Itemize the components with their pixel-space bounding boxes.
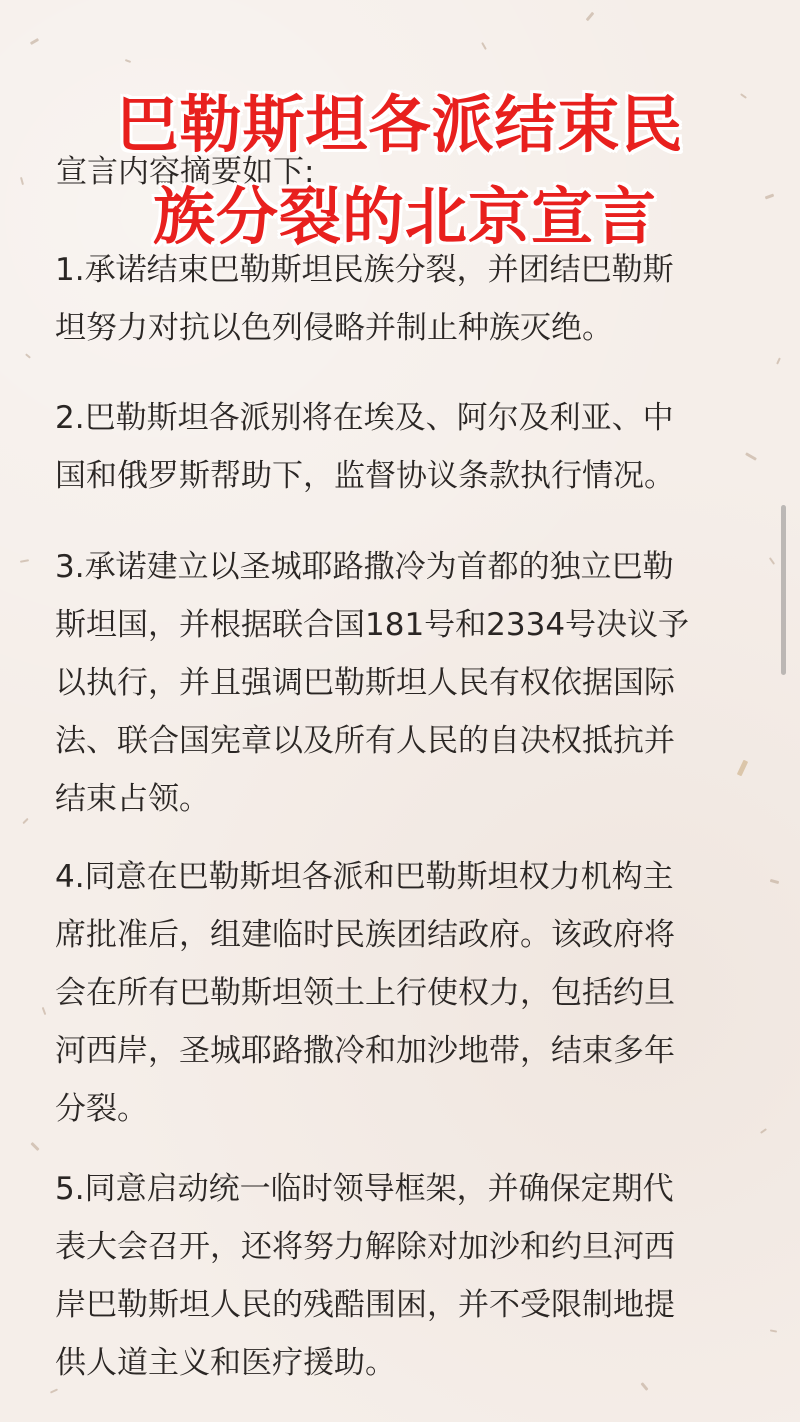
item-line: 席批准后，组建临时民族团结政府。该政府将: [55, 917, 675, 953]
item-line: 以执行，并且强调巴勒斯坦人民有权依据国际: [55, 665, 675, 701]
paper-fleck: [769, 557, 775, 565]
item-line: 3.承诺建立以圣城耶路撒冷为首都的独立巴勒: [55, 549, 674, 585]
item-line: 5.同意启动统一临时领导框架，并确保定期代: [55, 1171, 674, 1207]
item-line: 会在所有巴勒斯坦领土上行使权力，包括约旦: [55, 975, 675, 1011]
paper-fleck: [770, 879, 779, 884]
item-line: 斯坦国，并根据联合国181号和2334号决议予: [55, 607, 690, 643]
declaration-item-5: [55, 1160, 755, 1392]
paper-fleck: [481, 42, 487, 50]
scrollbar-thumb[interactable]: [781, 505, 786, 675]
paper-fleck: [760, 1128, 767, 1134]
paper-fleck: [42, 1007, 47, 1015]
declaration-item-2: [55, 389, 755, 505]
paper-fleck: [770, 1329, 777, 1332]
title-line-2: 族分裂的北京宣言: [152, 180, 657, 253]
paper-fleck: [30, 1142, 39, 1151]
item-line: 供人道主义和医疗援助。: [55, 1345, 396, 1381]
item-line: 1.承诺结束巴勒斯坦民族分裂，并团结巴勒斯: [55, 252, 674, 288]
paper-fleck: [586, 12, 595, 22]
item-line: 坦努力对抗以色列侵略并制止种族灭绝。: [55, 310, 613, 346]
paper-fleck: [776, 357, 781, 364]
item-line: 结束占领。: [55, 781, 210, 817]
item-line: 岸巴勒斯坦人民的残酷围困，并不受限制地提: [55, 1287, 675, 1323]
item-line: 表大会召开，还将努力解除对加沙和约旦河西: [55, 1229, 675, 1265]
declaration-item-1: [55, 241, 755, 357]
summary-heading: 宣言内容摘要如下:: [56, 154, 315, 190]
paper-fleck: [25, 353, 31, 358]
item-line: 法、联合国宪章以及所有人民的自决权抵抗并: [55, 723, 675, 759]
paper-fleck: [30, 38, 39, 45]
declaration-item-4: [55, 848, 755, 1138]
paper-fleck: [20, 559, 29, 563]
item-line: 河西岸，圣城耶路撒冷和加沙地带，结束多年: [55, 1033, 675, 1069]
item-line: 分裂。: [55, 1091, 148, 1127]
item-line: 国和俄罗斯帮助下，监督协议条款执行情况。: [55, 458, 675, 494]
paper-fleck: [125, 59, 131, 63]
item-line: 4.同意在巴勒斯坦各派和巴勒斯坦权力机构主: [55, 859, 674, 895]
title-line-1: 巴勒斯坦各派结束民: [116, 88, 684, 161]
declaration-item-3: [55, 538, 755, 828]
item-line: 2.巴勒斯坦各派别将在埃及、阿尔及利亚、中: [55, 400, 674, 436]
paper-fleck: [22, 818, 28, 824]
